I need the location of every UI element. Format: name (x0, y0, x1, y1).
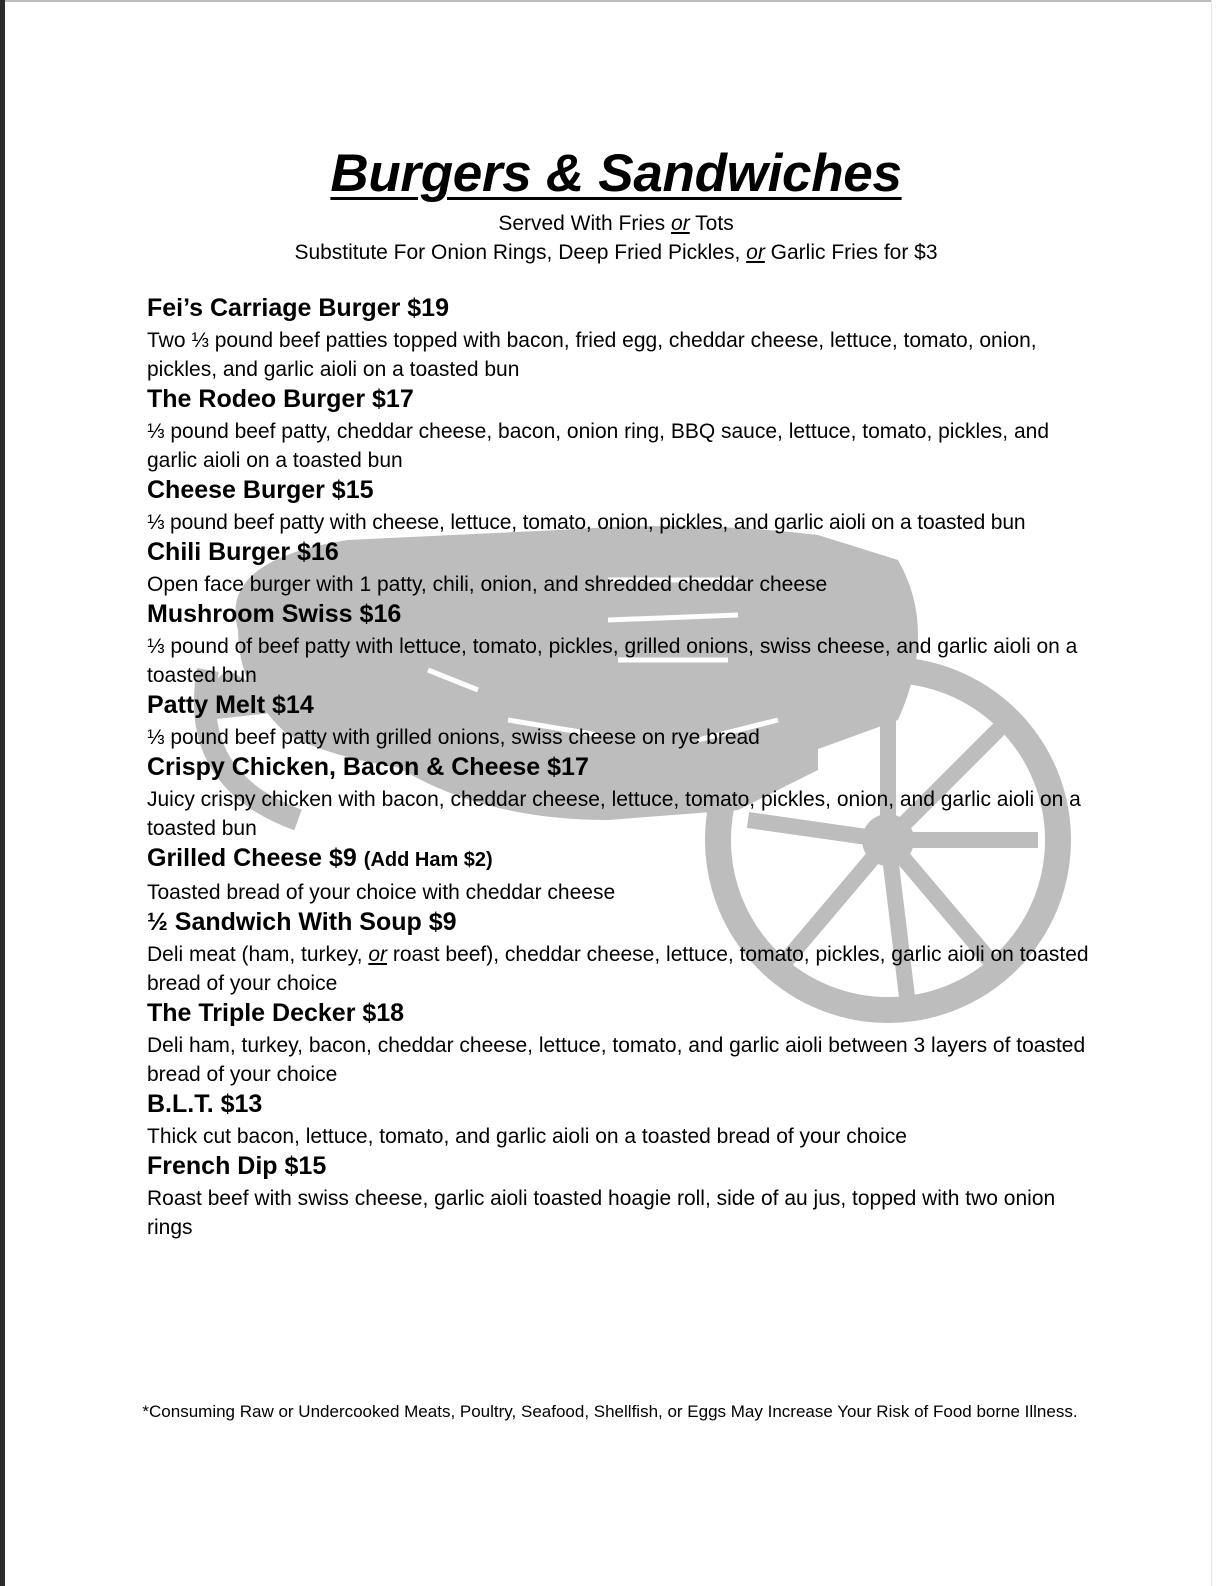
subtitle-or: or (671, 211, 690, 235)
menu-item-name: Patty Melt $14 (147, 690, 314, 719)
menu-item (147, 293, 1097, 384)
menu-item-description: Juicy crispy chicken with bacon, cheddar cheese, lettuce, tomato, pickles, onion, and garlic aioli on a toasted bun (147, 787, 1081, 840)
menu-item-name: Chili Burger $16 (147, 537, 339, 566)
menu-item (147, 752, 1097, 843)
menu-item (147, 998, 1097, 1089)
menu-item-description-text: roast beef), cheddar cheese, lettuce, tomato, pickles, garlic aioli on toasted bread of your choice (147, 942, 1089, 995)
menu-item-description: Deli ham, turkey, bacon, cheddar cheese, lettuce, tomato, and garlic aioli between 3 layers of toasted bread of your choice (147, 1033, 1086, 1086)
menu-item (147, 690, 1097, 752)
food-safety-footnote: *Consuming Raw or Undercooked Meats, Poultry, Seafood, Shellfish, or Eggs May Increase Your Risk of Food borne Illness. (142, 1402, 1078, 1421)
menu-item-description: Thick cut bacon, lettuce, tomato, and garlic aioli on a toasted bread of your choice (147, 1124, 907, 1148)
menu-item (147, 907, 1097, 998)
menu-item-description: ⅓ pound beef patty with grilled onions, swiss cheese on rye bread (147, 725, 760, 749)
menu-item-name: The Rodeo Burger $17 (147, 384, 414, 413)
page-title: Burgers & Sandwiches (330, 144, 902, 203)
subtitle-sides (135, 209, 1097, 238)
menu-item (147, 384, 1097, 475)
subtitle-text: Substitute For Onion Rings, Deep Fried Pickles, (294, 240, 747, 264)
menu-item-description: Toasted bread of your choice with cheddar cheese (147, 880, 616, 904)
menu-item-name: Fei’s Carriage Burger $19 (147, 293, 449, 322)
menu-item-name: The Triple Decker $18 (147, 998, 405, 1027)
subtitle-text: Garlic Fries for $3 (764, 240, 938, 264)
menu-item-addon: (Add Ham $2) (363, 848, 493, 871)
menu-item (147, 475, 1097, 537)
menu-item-name: B.L.T. $13 (147, 1089, 263, 1118)
subtitle-text: Tots (689, 211, 734, 235)
menu-item-description: Roast beef with swiss cheese, garlic aioli toasted hoagie roll, side of au jus, topped with two onion rings (147, 1186, 1056, 1239)
menu-item-description: ⅓ pound beef patty, cheddar cheese, bacon, onion ring, BBQ sauce, lettuce, tomato, pickles, and garlic aioli on a toasted bun (147, 419, 1050, 472)
menu-item (147, 537, 1097, 599)
menu-item-name-text: Grilled Cheese $9 (147, 843, 357, 872)
menu-item (147, 1151, 1097, 1242)
subtitle-text: Served With Fries (498, 211, 672, 235)
menu-item-list (147, 293, 1097, 1242)
page-top-border (0, 0, 1224, 2)
menu-item-name: Mushroom Swiss $16 (147, 599, 402, 628)
menu-item-name: Crispy Chicken, Bacon & Cheese $17 (147, 752, 589, 781)
menu-content (147, 140, 1097, 1242)
menu-item-name: French Dip $15 (147, 1151, 327, 1180)
subtitle-substitute (135, 238, 1097, 267)
menu-item-name: ½ Sandwich With Soup $9 (147, 907, 457, 936)
page-left-border (0, 0, 5, 1586)
page-right-scroll-gutter (1211, 0, 1224, 1586)
menu-item-description: Open face burger with 1 patty, chili, onion, and shredded cheddar cheese (147, 572, 828, 596)
menu-item-description (147, 940, 1097, 998)
menu-item (147, 843, 1097, 907)
menu-item-description-or: or (368, 942, 388, 966)
subtitle-or: or (746, 240, 765, 264)
menu-item-description: ⅓ pound beef patty with cheese, lettuce, tomato, onion, pickles, and garlic aioli on a toasted bun (147, 510, 1026, 534)
menu-item-description: ⅓ pound of beef patty with lettuce, tomato, pickles, grilled onions, swiss cheese, and garlic aioli on a toasted bun (147, 634, 1078, 687)
menu-item-description: Two ⅓ pound beef patties topped with bacon, fried egg, cheddar cheese, lettuce, tomato, onion, pickles, and garlic aioli on a toasted bun (147, 328, 1037, 381)
menu-item-description-text: Deli meat (ham, turkey, (147, 942, 369, 966)
menu-item-name (147, 843, 1097, 876)
menu-item-name: Cheese Burger $15 (147, 475, 374, 504)
menu-item (147, 1089, 1097, 1151)
menu-item (147, 599, 1097, 690)
